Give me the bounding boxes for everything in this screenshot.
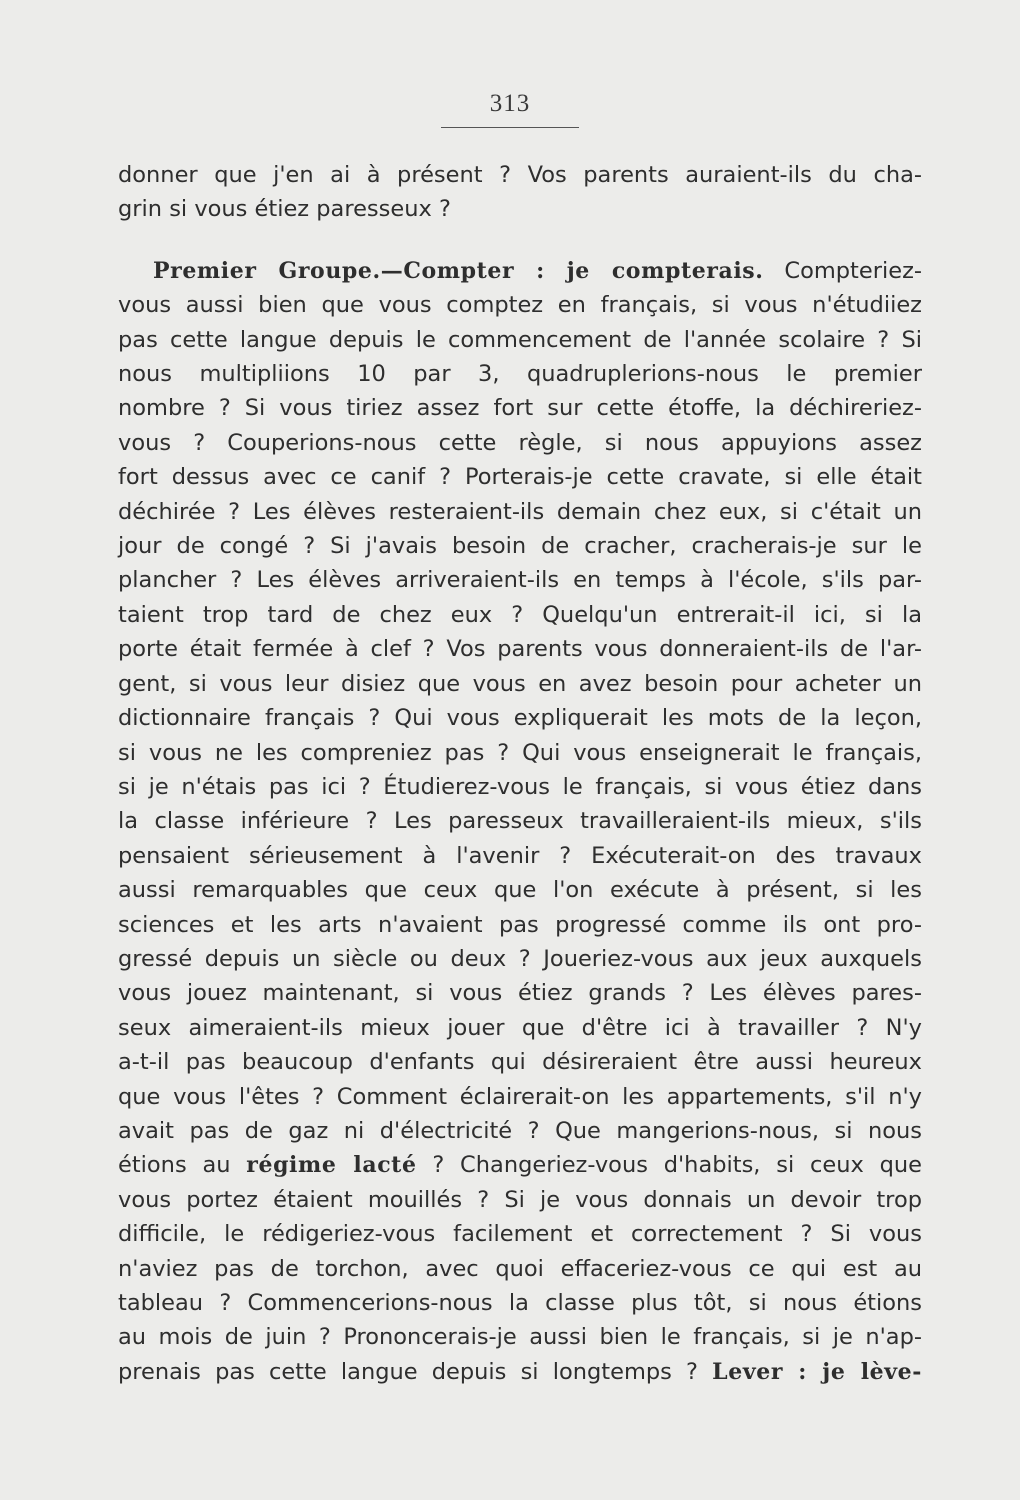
text-line: vous aussi bien que vous comptez en français, si vous n'étudiiez <box>118 292 922 319</box>
text-line: n'aviez pas de torchon, avec quoi effaceriez-vous ce qui est au <box>118 1255 922 1282</box>
text-line: difficile, le rédigeriez-vous facilement et correctement ? Si vous <box>118 1221 922 1248</box>
text-line: a-t-il pas beaucoup d'enfants qui désireraient être aussi heureux <box>118 1049 922 1076</box>
text-line: vous portez étaient mouillés ? Si je vous donnais un devoir trop <box>118 1186 922 1213</box>
text-line: porte était fermée à clef ? Vos parents vous donneraient-ils de l'ar- <box>118 636 922 663</box>
text-line: nous multipliions 10 par 3, quadruplerions-nous le premier <box>118 361 922 388</box>
bold-term: régime lacté <box>246 1152 417 1179</box>
page-number: 313 <box>489 90 531 117</box>
text-fragment: étions au <box>118 1152 247 1179</box>
body-text <box>118 158 922 1389</box>
text-line <box>118 1355 922 1389</box>
text-line: sciences et les arts n'avaient pas progressé comme ils ont pro- <box>118 911 922 938</box>
text-line <box>118 254 922 288</box>
text-line: que vous l'êtes ? Comment éclairerait-on les appartements, s'il n'y <box>118 1083 922 1110</box>
text-line: donner que j'en ai à présent ? Vos parents auraient-ils du cha- <box>118 162 922 188</box>
paragraph-2 <box>118 254 922 1389</box>
text-line: plancher ? Les élèves arriveraient-ils en temps à l'école, s'ils par- <box>118 567 922 594</box>
text-line: fort dessus avec ce canif ? Porterais-je cette cravate, si elle était <box>118 464 922 491</box>
text-line: taient trop tard de chez eux ? Quelqu'un entrerait-il ici, si la <box>118 601 922 628</box>
text-fragment: ? Changeriez-vous d'habits, si ceux que <box>416 1152 922 1179</box>
text-line: tableau ? Commencerions-nous la classe plus tôt, si nous étions <box>118 1290 922 1316</box>
text-line: pensaient sérieusement à l'avenir ? Exécuterait-on des travaux <box>118 842 922 869</box>
text-line: gressé depuis un siècle ou deux ? Joueriez-vous aux jeux auxquels <box>118 945 922 972</box>
text-line <box>118 1148 922 1182</box>
text-line: vous ? Couperions-nous cette règle, si nous appuyions assez <box>118 429 922 456</box>
text-line: jour de congé ? Si j'avais besoin de cracher, cracherais-je sur le <box>118 533 922 560</box>
text-line: aussi remarquables que ceux que l'on exécute à présent, si les <box>118 877 922 904</box>
bold-term: Lever : je lève- <box>712 1358 922 1385</box>
text-fragment: Compteriez- <box>763 257 922 284</box>
text-line: grin si vous étiez paresseux ? <box>118 196 451 223</box>
text-line: vous jouez maintenant, si vous étiez grands ? Les élèves pares- <box>118 980 922 1007</box>
text-line: si je n'étais pas ici ? Étudierez-vous le français, si vous étiez dans <box>118 773 922 800</box>
header-rule <box>441 127 579 128</box>
text-line: dictionnaire français ? Qui vous expliquerait les mots de la leçon, <box>118 705 922 732</box>
section-heading: Premier Groupe.—Compter : je compterais. <box>153 257 764 284</box>
text-line: déchirée ? Les élèves resteraient-ils demain chez eux, si c'était un <box>118 498 922 525</box>
text-line: gent, si vous leur disiez que vous en avez besoin pour acheter un <box>118 670 922 697</box>
text-line: au mois de juin ? Prononcerais-je aussi bien le français, si je n'ap- <box>118 1324 922 1351</box>
text-fragment: prenais pas cette langue depuis si longtemps ? <box>118 1358 713 1385</box>
text-line: nombre ? Si vous tiriez assez fort sur cette étoffe, la déchireriez- <box>118 395 922 422</box>
paragraph-1 <box>118 158 922 227</box>
text-line: si vous ne les compreniez pas ? Qui vous enseignerait le français, <box>118 739 922 766</box>
text-line: la classe inférieure ? Les paresseux travailleraient-ils mieux, s'ils <box>118 808 922 835</box>
text-line: seux aimeraient-ils mieux jouer que d'être ici à travailler ? N'y <box>118 1014 922 1041</box>
text-line: avait pas de gaz ni d'électricité ? Que mangerions-nous, si nous <box>118 1117 922 1144</box>
text-line: pas cette langue depuis le commencement de l'année scolaire ? Si <box>118 326 922 353</box>
